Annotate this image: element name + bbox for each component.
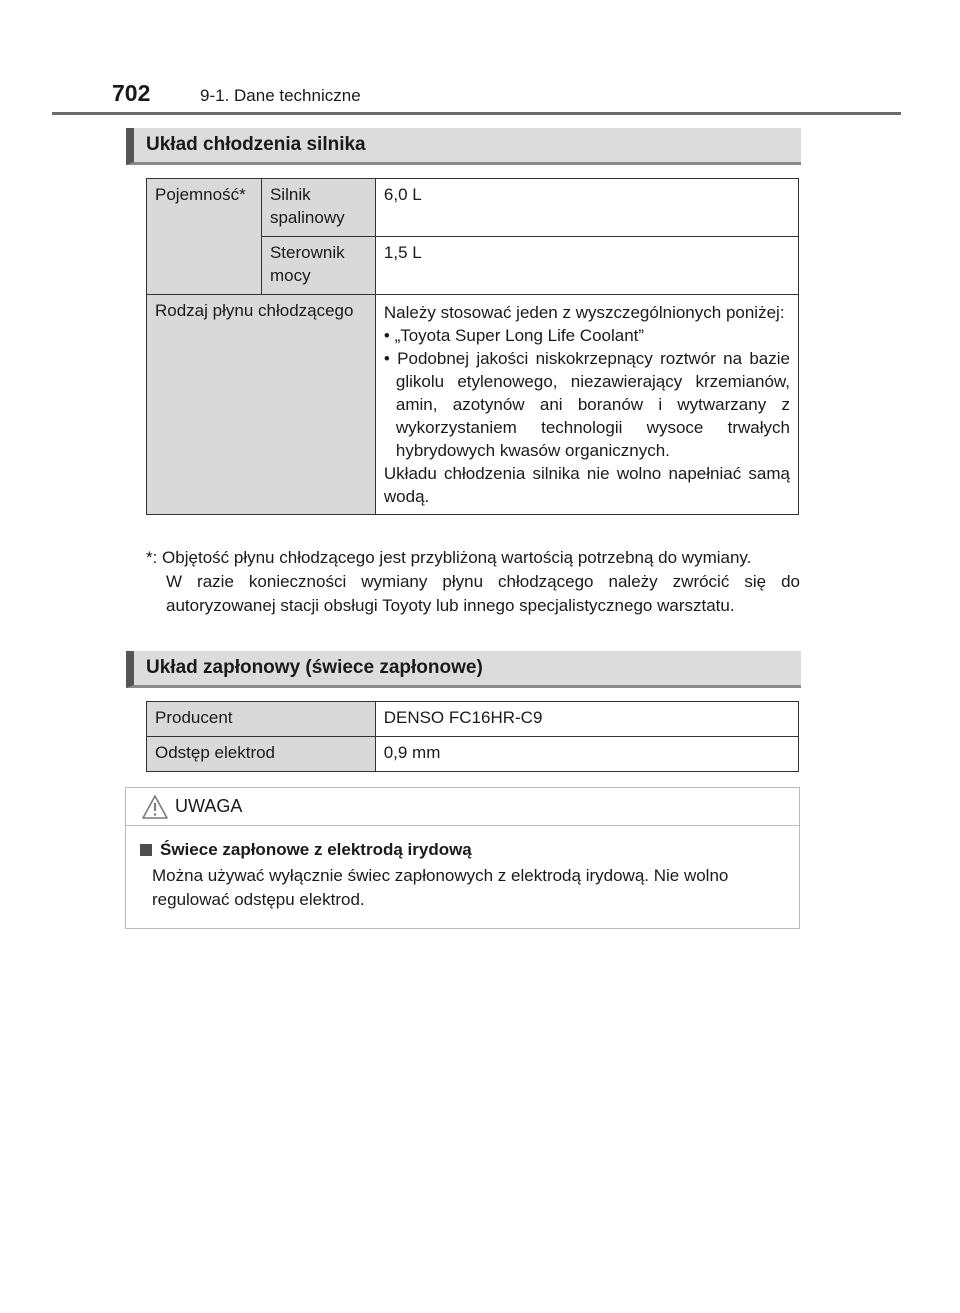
coolant-note: Układu chłodzenia silnika nie wolno napełniać samą wodą.	[383, 464, 790, 506]
coolant-bullet: • Podobnej jakości niskokrzepnący roztwór na bazie glikolu etylenowego, niezawierający krzemianów, amin, azotynów ani boranów i wytwarzany z wykorzystaniem technologii wysoce trwałych hybrydowych kwasów organicznych.	[383, 349, 790, 460]
page-header	[112, 80, 361, 107]
square-bullet-icon	[140, 844, 152, 856]
coolant-bullet: • „Toyota Super Long Life Coolant”	[383, 326, 645, 345]
inverter-label: Sterownik mocy	[261, 237, 375, 295]
cooling-table	[146, 178, 799, 515]
electrode-gap-label: Odstęp elektrod	[147, 737, 376, 772]
footnote-line: W razie konieczności wymiany płynu chłodzącego należy zwrócić się do autoryzowanej stacji obsługi Toyoty lub innego specjalistycznego warsztatu.	[166, 572, 800, 615]
warning-subheading-text: Świece zapłonowe z elektrodą irydową	[160, 840, 472, 859]
page-number: 702	[112, 80, 151, 106]
warning-subheading	[140, 838, 785, 862]
inverter-capacity-value: 1,5 L	[375, 237, 798, 295]
table-row	[147, 737, 799, 772]
ignition-table	[146, 701, 799, 772]
warning-triangle-icon	[141, 794, 169, 820]
coolant-intro: Należy stosować jeden z wyszczególnionych poniżej:	[383, 303, 785, 322]
footnote-line: *: Objętość płynu chłodzącego jest przybliżoną wartością potrzebną do wymiany.	[146, 548, 752, 567]
table-row	[147, 702, 799, 737]
coolant-type-label: Rodzaj płynu chłodzącego	[147, 295, 376, 515]
table-row	[147, 295, 799, 515]
ignition-section-heading: Układ zapłonowy (świece zapłonowe)	[126, 651, 801, 688]
warning-title: UWAGA	[175, 796, 243, 816]
warning-text: Można używać wyłącznie świec zapłonowych z elektrodą irydową. Nie wolno regulować odstępu elektrod.	[152, 866, 729, 909]
engine-capacity-value: 6,0 L	[375, 179, 798, 237]
warning-box	[125, 787, 800, 929]
table-row	[147, 179, 799, 237]
cooling-section-heading: Układ chłodzenia silnika	[126, 128, 801, 165]
engine-label: Silnik spalinowy	[261, 179, 375, 237]
capacity-label: Pojemność*	[147, 179, 262, 295]
chapter-title: 9-1. Dane techniczne	[200, 86, 361, 105]
warning-body	[126, 826, 799, 912]
warning-header	[126, 788, 799, 826]
header-divider	[52, 112, 901, 115]
coolant-type-value	[375, 295, 798, 515]
electrode-gap-value: 0,9 mm	[375, 737, 798, 772]
capacity-footnote	[146, 546, 800, 618]
manufacturer-label: Producent	[147, 702, 376, 737]
manufacturer-value: DENSO FC16HR-C9	[375, 702, 798, 737]
